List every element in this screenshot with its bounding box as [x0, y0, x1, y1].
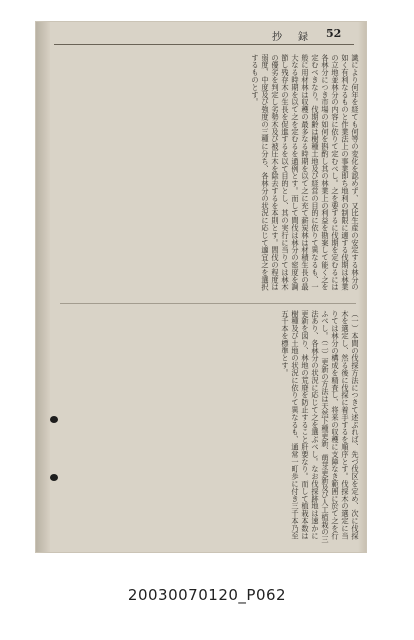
lower-text-block: （一）本間の伐採方法につきて述ぶれば、先づ伐区を定め、次に伐採木を選定し、然る後に伐採に着手するを順序とす。伐採木の選定に当りては林分の構成を精査し、将来の収穫に支障なき範囲に於て之を行ふべし。（二）更新の方法は天然下種更新、萌芽更新及び人工植栽の三法あり、各林分の状況に応じて之を選ぶべし。なお伐採跡地は速かに更新を図り、林地の荒廃を防止すること肝要なり。而して植栽本数は樹種及び土地の状況に依りて異なるも、通常一町歩に付き三千本乃至五千本を標準とす。 — [281, 310, 360, 544]
upper-text-block: 識により何年を経ても何等の変化を認めず、又比生産の安定する林分の如く有利なるものと作業法上の事業即ち地利の制限に適する伐期は林業の立地並林分の内容に依りて定むべし。之を要するに伐期を定むるには各林分につき市場の如何を斟酌し其の林業上の利益を勘案して能く之を定むべきなり。伐期齢は樹種土地及び経営の目的に依りて異なるも、一般に用材林は収穫の最多なる時期を以て之に充て薪炭林は材積生長の最大なる時期を以て之を定むるを通例とす。而して間伐は林分の密度を調節し残存木の生長を促進するを以て目的とし、其の実行に当りては林木の優劣を判定し劣勢木及び被圧木を除去するを本則とす。間伐の程度は弱度、中度及び強度の三種に分ち、各林分の状況に応じて適宜之を選択するものとす。 — [251, 54, 360, 291]
header-rule — [54, 44, 354, 45]
running-header-title: 抄 録 — [272, 32, 311, 43]
archive-caption: 20030070120_P062 — [127, 586, 287, 604]
page-spine — [36, 22, 50, 552]
binding-hole-icon — [50, 416, 58, 423]
binding-hole-icon — [50, 474, 58, 481]
section-divider — [60, 303, 356, 304]
document-page — [36, 22, 366, 552]
page-number: 52 — [326, 27, 342, 40]
